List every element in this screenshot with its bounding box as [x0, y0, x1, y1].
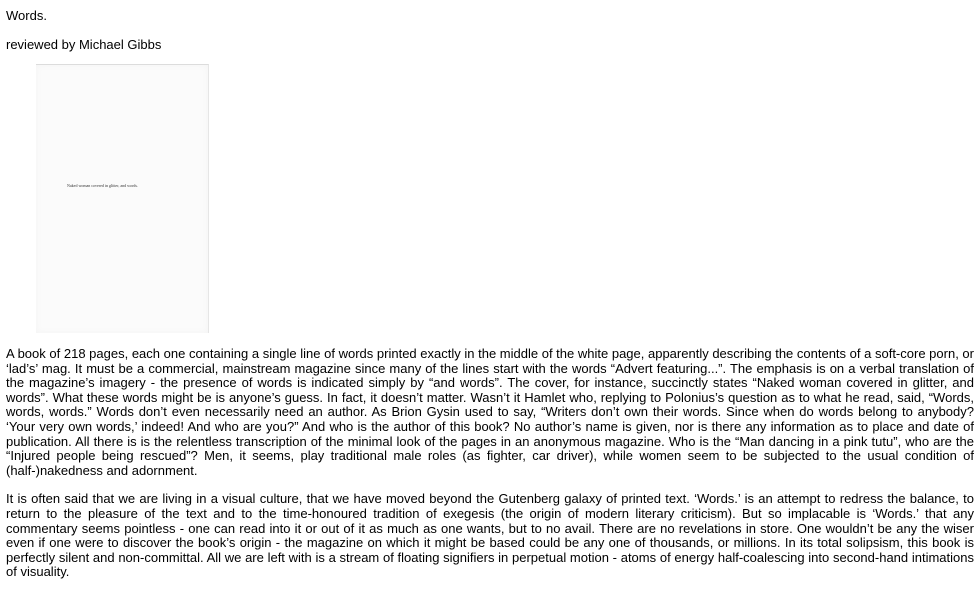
- review-byline: reviewed by Michael Gibbs: [6, 37, 162, 52]
- review-paragraph: It is often said that we are living in a visual culture, that we have moved beyond the Gutenberg galaxy of printed text. ‘Words.’ is an attempt to redress the balance, to return to the pleasure of the text and to the time-honoured tradition of exegesis (the origin of modern literary criticism). But so implacable is ‘Words.’ that any commentary seems pointless - one can read into it or out of it as much as one wants, but to no avail. There are no revelations in store. One wouldn’t be any the wiser even if one were to discover the book’s origin - the magazine on which it might be based could be any one of thousands, or millions. In its total solipsism, this book is perfectly silent and non-committal. All we are left with is a stream of floating signifiers in perpetual motion - atoms of energy half-coalescing into second-hand intimations of visuality.: [6, 491, 974, 580]
- review-body: [6, 347, 974, 594]
- page-title: Words.: [6, 8, 47, 23]
- cover-text: Naked woman covered in glitter, and words.: [67, 183, 138, 188]
- book-cover-image: [36, 64, 209, 333]
- review-paragraph: A book of 218 pages, each one containing a single line of words printed exactly in the middle of the white page, apparently describing the contents of a soft-core porn, or ‘lad’s’ mag. It must be a commercial, mainstream magazine since many of the lines start with the words “Advert featuring...”. The emphasis is on a verbal translation of the magazine’s imagery - the presence of words is indicated simply by “and words”. The cover, for instance, succinctly states “Naked woman covered in glitter, and words”. What these words might be is anyone’s guess. In fact, it doesn’t matter. Wasn’t it Hamlet who, replying to Polonius’s question as to what he read, said, “Words, words, words.” Words don’t even necessarily need an author. As Brion Gysin used to say, “Writers don’t own their words. Since when do words belong to anybody? ‘Your very own words,’ indeed! And who are you?” And who is the author of this book? No author’s name is given, nor is there any information as to place and date of publication. All there is is the relentless transcription of the minimal look of the pages in an anonymous magazine. Who is the “Man dancing in a pink tutu”, who are the “Injured people being rescued”? Men, it seems, play traditional male roles (as fighter, car driver), while women seem to be subjected to the usual condition of (half-)nakedness and adornment.: [6, 346, 974, 478]
